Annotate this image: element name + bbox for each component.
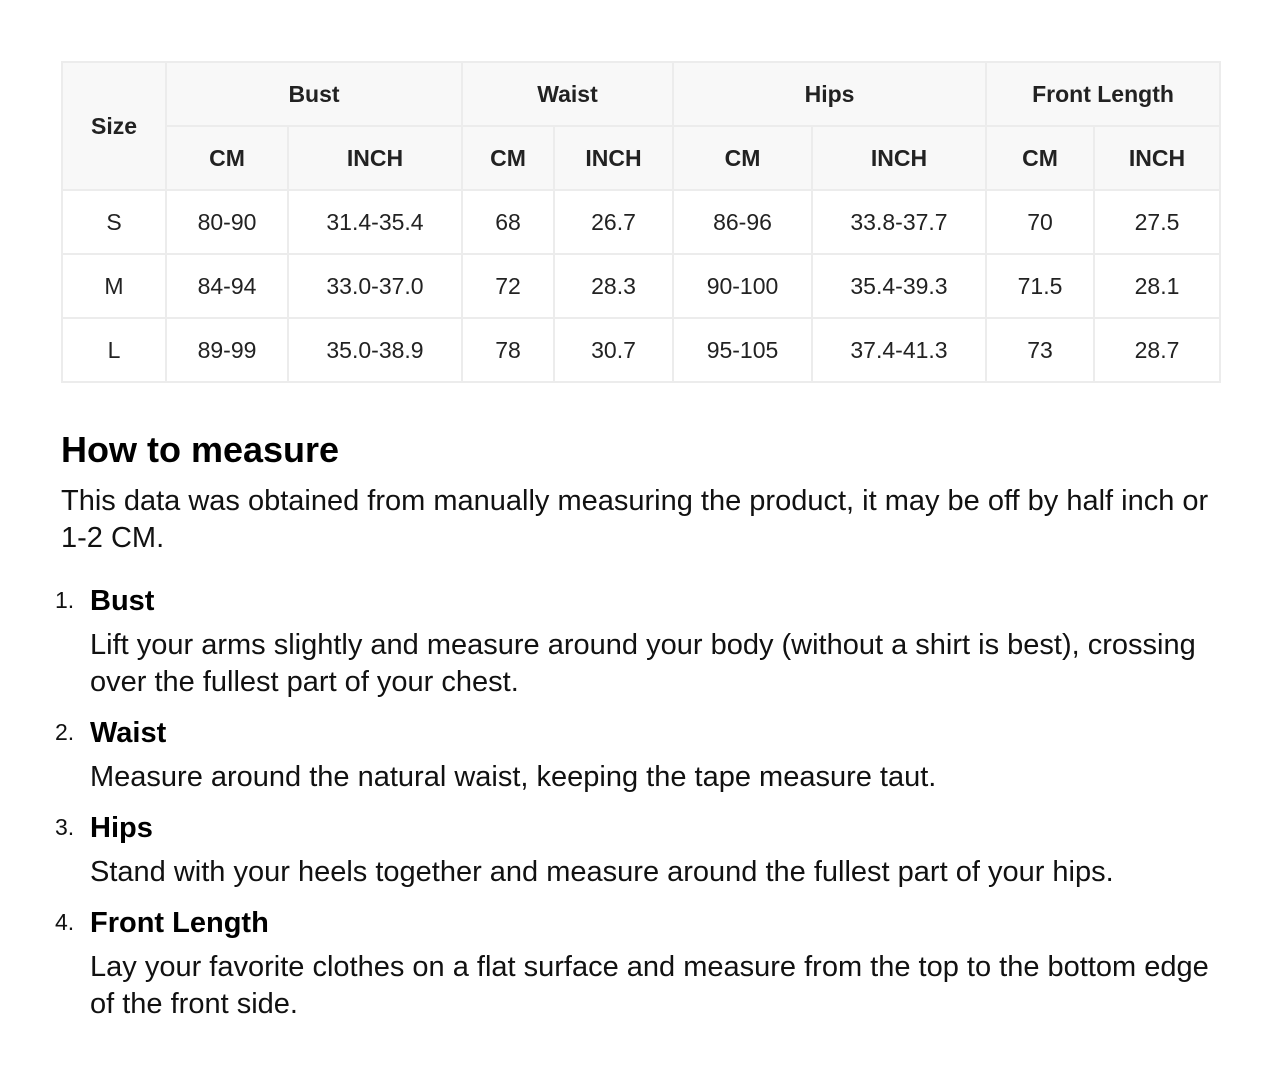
measure-step-heading: Waist: [90, 717, 167, 749]
front-length-cm-header: CM: [986, 126, 1094, 190]
waist-cm-header: CM: [462, 126, 554, 190]
measure-step-description: Stand with your heels together and measure around the fullest part of your hips.: [90, 856, 1114, 888]
front-length-group-header: Front Length: [986, 62, 1220, 126]
measure-step-waist: [55, 713, 1219, 808]
hips-cm-cell: 95-105: [673, 318, 812, 382]
measure-steps-list: [55, 581, 1219, 1023]
front-length-inch-cell: 28.1: [1094, 254, 1220, 318]
bust-group-header: Bust: [166, 62, 462, 126]
measure-step-hips: [55, 808, 1219, 903]
hips-cm-cell: 90-100: [673, 254, 812, 318]
waist-group-header: Waist: [462, 62, 673, 126]
front-length-inch-cell: 28.7: [1094, 318, 1220, 382]
hips-cm-cell: 86-96: [673, 190, 812, 254]
bust-cm-cell: 84-94: [166, 254, 288, 318]
measure-step-heading: Hips: [90, 812, 153, 844]
hips-inch-cell: 33.8-37.7: [812, 190, 986, 254]
hips-cm-header: CM: [673, 126, 812, 190]
bust-inch-header: INCH: [288, 126, 462, 190]
size-guide: [55, 61, 1219, 1020]
bust-inch-cell: 35.0-38.9: [288, 318, 462, 382]
waist-inch-cell: 30.7: [554, 318, 673, 382]
bust-cm-cell: 80-90: [166, 190, 288, 254]
size-cell: L: [62, 318, 166, 382]
waist-cm-cell: 78: [462, 318, 554, 382]
measure-intro-text: This data was obtained from manually measuring the product, it may be off by half inch or 1-2 CM.: [61, 485, 1209, 554]
bust-cm-header: CM: [166, 126, 288, 190]
hips-inch-cell: 37.4-41.3: [812, 318, 986, 382]
bust-inch-cell: 33.0-37.0: [288, 254, 462, 318]
measure-step-description: Lift your arms slightly and measure around your body (without a shirt is best), crossing over the fullest part of your chest.: [90, 629, 1196, 698]
front-length-inch-header: INCH: [1094, 126, 1220, 190]
size-cell: S: [62, 190, 166, 254]
front-length-cm-cell: 70: [986, 190, 1094, 254]
table-header-row-groups: [62, 62, 1220, 126]
table-row: [62, 190, 1220, 254]
list-number: 1.: [55, 587, 75, 613]
front-length-inch-cell: 27.5: [1094, 190, 1220, 254]
bust-cm-cell: 89-99: [166, 318, 288, 382]
waist-cm-cell: 72: [462, 254, 554, 318]
waist-inch-cell: 28.3: [554, 254, 673, 318]
size-column-header: Size: [62, 62, 166, 190]
measure-step-description: Lay your favorite clothes on a flat surface and measure from the top to the bottom edge of the front side.: [90, 951, 1209, 1020]
measure-step-heading: Front Length: [90, 907, 269, 939]
list-number: 2.: [55, 719, 75, 745]
waist-inch-header: INCH: [554, 126, 673, 190]
hips-group-header: Hips: [673, 62, 986, 126]
waist-inch-cell: 26.7: [554, 190, 673, 254]
front-length-cm-cell: 73: [986, 318, 1094, 382]
measure-step-front-length: [55, 903, 1219, 1023]
size-cell: M: [62, 254, 166, 318]
list-number: 3.: [55, 814, 75, 840]
front-length-cm-cell: 71.5: [986, 254, 1094, 318]
list-number: 4.: [55, 909, 75, 935]
table-header-row-units: [62, 126, 1220, 190]
how-to-measure-title: How to measure: [61, 429, 340, 470]
bust-inch-cell: 31.4-35.4: [288, 190, 462, 254]
waist-cm-cell: 68: [462, 190, 554, 254]
size-chart-table: [61, 61, 1221, 383]
measure-step-description: Measure around the natural waist, keeping the tape measure taut.: [90, 761, 937, 793]
measure-step-heading: Bust: [90, 585, 155, 617]
hips-inch-header: INCH: [812, 126, 986, 190]
hips-inch-cell: 35.4-39.3: [812, 254, 986, 318]
table-row: [62, 318, 1220, 382]
table-row: [62, 254, 1220, 318]
measure-step-bust: [55, 581, 1219, 713]
